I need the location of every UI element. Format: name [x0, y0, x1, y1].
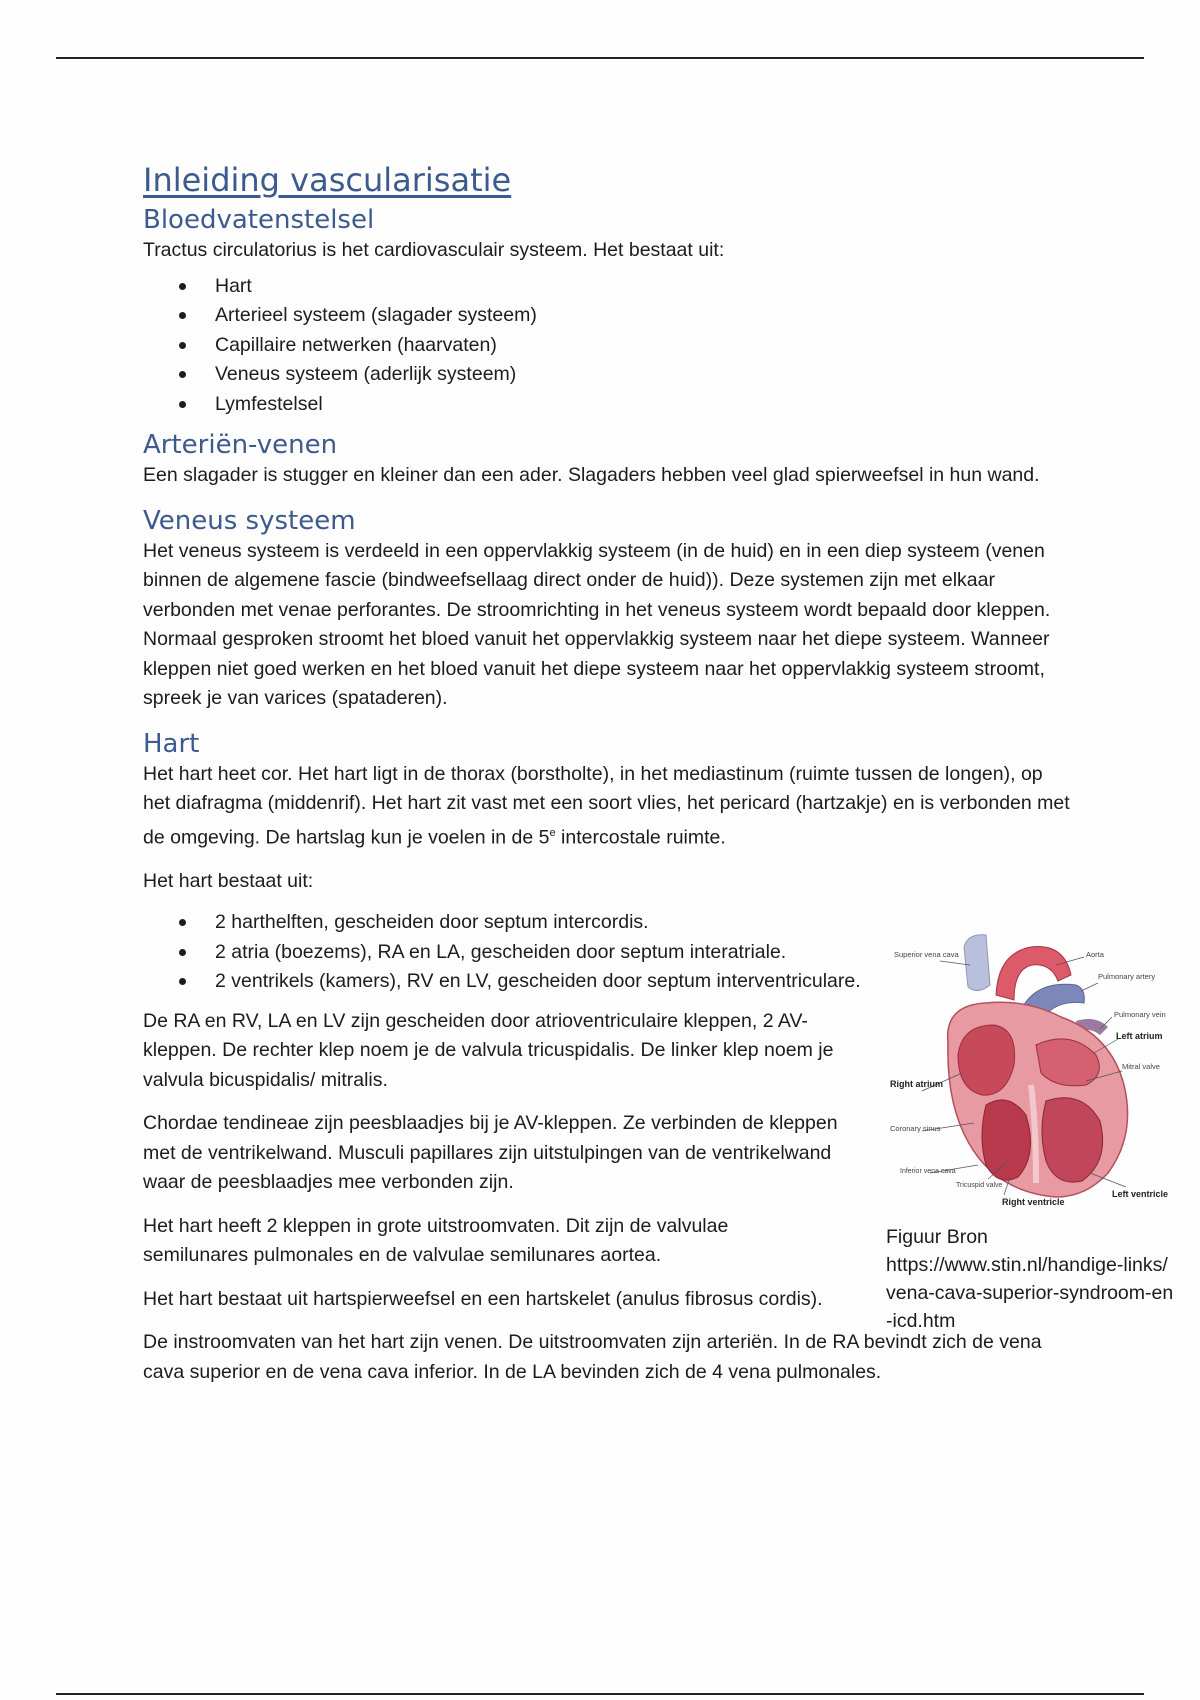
- label-right-atrium: Right atrium: [890, 1079, 943, 1089]
- paragraph-hartspier: Het hart bestaat uit hartspierweefsel en een hartskelet (anulus fibrosus cordis).: [143, 1287, 823, 1310]
- superscript-e: e: [549, 826, 556, 839]
- heading-bloedvatenstelsel: Bloedvatenstelsel: [143, 205, 375, 235]
- label-pulmonary-artery: Pulmonary artery: [1098, 972, 1156, 981]
- label-left-atrium: Left atrium: [1116, 1031, 1163, 1041]
- heart-diagram-image: [886, 925, 1191, 1215]
- label-coronary-sinus: Coronary sinus: [890, 1124, 941, 1133]
- paragraph-intro: Tractus circulatorius is het cardiovasculair systeem. Het bestaat uit:: [143, 239, 725, 261]
- list-item: Hart: [215, 272, 1073, 302]
- heading-veneus-systeem: Veneus systeem: [143, 505, 356, 536]
- page-title: Inleiding vascularisatie: [143, 161, 512, 199]
- figure-caption: [886, 1223, 1176, 1335]
- heading-arterien-venen: Arteriën-venen: [143, 430, 338, 460]
- label-superior-vena-cava: Superior vena cava: [894, 950, 959, 959]
- list-components: [143, 272, 1073, 420]
- list-hart-parts: [143, 908, 873, 997]
- hart-intro-a: Het hart heet cor. Het hart ligt in de thorax (borstholte), in het mediastinum (ruimte tussen de longen), op het diafragma (middenrif). Het hart zit vast met een soort vlies, het pericard (hartzakje) en is verbonden met de omgeving. De hartslag kun je voelen in de 5: [143, 762, 1070, 848]
- list-item: Veneus systeem (aderlijk systeem): [215, 360, 1073, 390]
- label-aorta: Aorta: [1086, 950, 1104, 959]
- list-item: 2 harthelften, gescheiden door septum intercordis.: [215, 908, 873, 938]
- paragraph-hart-intro: [143, 760, 1073, 853]
- paragraph-av-kleppen: De RA en RV, LA en LV zijn gescheiden door atrioventriculaire kleppen, 2 AV-kleppen. De rechter klep noem je de valvula tricuspidalis. De linker klep noem je valvula bicuspidalis/ mitralis.: [143, 1009, 834, 1091]
- label-pulmonary-vein: Pulmonary vein: [1114, 1010, 1166, 1019]
- paragraph-hart-bestaat: Het hart bestaat uit:: [143, 869, 314, 892]
- heading-hart: Hart: [143, 728, 200, 759]
- list-item: Arterieel systeem (slagader systeem): [215, 301, 1073, 331]
- header-rule: [56, 57, 1144, 59]
- paragraph-chordae: Chordae tendineae zijn peesblaadjes bij je AV-kleppen. Ze verbinden de kleppen met de ventrikelwand. Musculi papillares zijn uitstulpingen van de ventrikelwand waar de peesblaadjes mee verbonden zijn.: [143, 1112, 838, 1193]
- label-inferior-vena-cava: Inferior vena cava: [900, 1168, 956, 1175]
- footer-rule: [56, 1693, 1144, 1695]
- label-mitral-valve: Mitral valve: [1122, 1062, 1160, 1071]
- label-right-ventricle: Right ventricle: [1002, 1197, 1065, 1207]
- list-item: Lymfestelsel: [215, 390, 1073, 420]
- list-item: 2 ventrikels (kamers), RV en LV, gescheiden door septum interventriculare.: [215, 967, 873, 997]
- paragraph-arterien: Een slagader is stugger en kleiner dan een ader. Slagaders hebben veel glad spierweefsel in hun wand.: [143, 464, 1040, 486]
- right-atrium-chamber: [958, 1025, 1015, 1095]
- right-ventricle-chamber: [982, 1100, 1031, 1180]
- paragraph-instroomvaten: De instroomvaten van het hart zijn venen. De uitstroomvaten zijn arteriën. In de RA bevindt zich de vena cava superior en de vena cava inferior. In de LA bevinden zich de 4 vena pulmonales.: [143, 1331, 1042, 1383]
- label-left-ventricle: Left ventricle: [1112, 1189, 1169, 1199]
- paragraph-veneus: Het veneus systeem is verdeeld in een oppervlakkig systeem (in de huid) en in een diep systeem (venen binnen de algemene fascie (bindweefsellaag direct onder de huid)). Deze systemen zijn met elkaar verbonden met venae perforantes. De stroomrichting in het veneus systeem wordt bepaald door kleppen. Normaal gesproken stroomt het bloed vanuit het oppervlakkig systeem naar het diepe systeem. Wanneer kleppen niet goed werken en het bloed vanuit het diepe systeem naar het oppervlakkig systeem stroomt, spreek je van varices (spataderen).: [143, 539, 1051, 709]
- paragraph-kleppen-uitstroom: Het hart heeft 2 kleppen in grote uitstroomvaten. Dit zijn de valvulae semilunares pulmonales en de valvulae semilunares aortea.: [143, 1214, 729, 1266]
- superior-vena-cava-shape: [964, 935, 990, 991]
- caption-source-url[interactable]: https://www.stin.nl/handige-links/vena-cava-superior-syndroom-en-icd.htm: [886, 1254, 1174, 1332]
- hart-intro-b: intercostale ruimte.: [555, 826, 726, 848]
- label-tricuspid-valve: Tricuspid valve: [956, 1182, 1003, 1189]
- list-item: Capillaire netwerken (haarvaten): [215, 331, 1073, 361]
- heart-figure: [886, 925, 1191, 1335]
- list-item: 2 atria (boezems), RA en LA, gescheiden door septum interatriale.: [215, 938, 873, 968]
- caption-label: Figuur Bron: [886, 1226, 988, 1248]
